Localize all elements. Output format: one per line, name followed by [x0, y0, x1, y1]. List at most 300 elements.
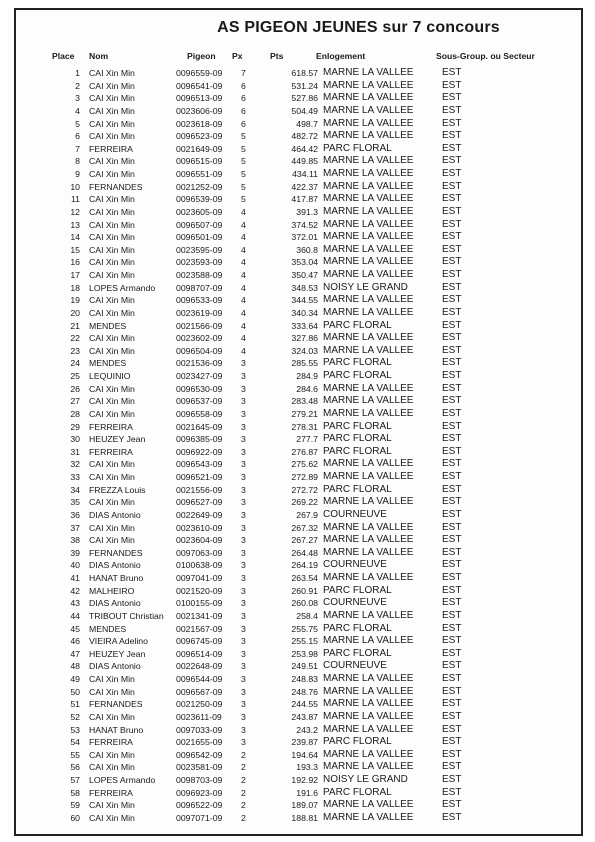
row-px: 3 — [241, 408, 246, 419]
row-enlogement: MARNE LA VALLEE — [323, 685, 414, 697]
row-pigeon: 0096922-09 — [176, 446, 223, 457]
row-nom: CAI Xin Min — [89, 812, 135, 823]
row-place: 52 — [70, 711, 80, 722]
row-enlogement: NOISY LE GRAND — [323, 281, 408, 293]
header-nom: Nom — [89, 51, 109, 61]
row-px: 2 — [241, 749, 246, 760]
row-secteur: EST — [442, 357, 462, 369]
row-pts: 283.48 — [291, 396, 318, 407]
table-row — [16, 282, 581, 295]
row-secteur: EST — [442, 382, 462, 394]
row-pigeon: 0096515-09 — [176, 156, 223, 167]
row-place: 45 — [70, 623, 80, 634]
row-place: 4 — [75, 105, 80, 116]
row-secteur: EST — [442, 508, 462, 520]
row-px: 3 — [241, 421, 246, 432]
table-row — [16, 547, 581, 560]
row-enlogement: PARC FLORAL — [323, 622, 392, 634]
row-px: 2 — [241, 775, 246, 785]
row-nom: VIEIRA Adelino — [89, 636, 148, 647]
row-nom: CAI Xin Min — [89, 206, 135, 217]
row-enlogement: COURNEUVE — [323, 508, 387, 520]
row-place: 30 — [70, 434, 80, 445]
row-secteur: EST — [442, 584, 462, 596]
row-pts: 498.7 — [296, 118, 318, 129]
row-pigeon: 0096541-09 — [176, 80, 223, 91]
row-place: 11 — [70, 194, 80, 205]
row-secteur: EST — [442, 168, 462, 179]
row-enlogement: MARNE LA VALLEE — [323, 395, 414, 407]
row-pigeon: 0023602-09 — [176, 333, 223, 344]
row-nom: CAI Xin Min — [89, 472, 135, 482]
row-place: 55 — [70, 749, 80, 760]
row-px: 3 — [241, 560, 246, 571]
row-px: 3 — [241, 623, 246, 634]
row-secteur: EST — [442, 142, 462, 154]
row-pts: 269.22 — [291, 497, 318, 508]
row-pigeon: 0100155-09 — [176, 598, 223, 609]
row-nom: CAI Xin Min — [89, 674, 135, 684]
row-secteur: EST — [442, 458, 462, 470]
row-nom: FERREIRA — [89, 143, 133, 154]
table-row — [16, 244, 581, 257]
row-px: 3 — [241, 636, 246, 647]
table-row — [16, 357, 581, 370]
row-secteur: EST — [442, 407, 462, 419]
row-enlogement: MARNE LA VALLEE — [323, 572, 414, 583]
row-nom: CAI Xin Min — [89, 80, 135, 91]
row-pts: 277.7 — [296, 434, 318, 445]
table-row — [16, 345, 581, 358]
row-secteur: EST — [442, 231, 462, 243]
row-px: 3 — [241, 522, 246, 533]
row-place: 35 — [70, 497, 80, 508]
row-px: 3 — [241, 484, 246, 495]
row-nom: FERNANDES — [89, 699, 143, 710]
row-enlogement: MARNE LA VALLEE — [323, 269, 414, 280]
row-nom: FERREIRA — [89, 787, 133, 798]
row-pts: 239.87 — [291, 737, 318, 748]
row-nom: HEUZEY Jean — [89, 434, 146, 445]
row-pigeon: 0096504-09 — [176, 345, 223, 356]
row-nom: FREZZA Louis — [89, 484, 146, 495]
row-place: 29 — [70, 421, 80, 432]
row-place: 60 — [70, 812, 80, 823]
row-secteur: EST — [442, 774, 462, 785]
row-pts: 244.55 — [291, 699, 318, 710]
row-pts: 434.11 — [292, 169, 318, 179]
row-pigeon: 0023593-09 — [176, 257, 223, 268]
row-secteur: EST — [442, 673, 462, 684]
row-pigeon: 0021655-09 — [176, 737, 223, 748]
row-nom: MENDES — [89, 623, 127, 634]
row-pts: 267.27 — [291, 535, 318, 546]
row-pts: 482.72 — [291, 131, 318, 142]
table-body — [16, 67, 581, 825]
row-secteur: EST — [442, 483, 462, 495]
row-enlogement: PARC FLORAL — [323, 370, 392, 381]
row-place: 7 — [75, 143, 80, 154]
row-nom: CAI Xin Min — [89, 459, 135, 470]
row-px: 3 — [241, 396, 246, 407]
row-nom: CAI Xin Min — [89, 68, 135, 78]
table-row — [16, 673, 581, 686]
table-row — [16, 193, 581, 206]
row-enlogement: NOISY LE GRAND — [323, 774, 408, 785]
row-px: 6 — [241, 93, 246, 104]
row-enlogement: MARNE LA VALLEE — [323, 155, 414, 167]
row-pigeon: 0021649-09 — [176, 143, 223, 154]
header-secteur: Sous-Group. ou Secteur — [436, 51, 535, 61]
row-pigeon: 0023604-09 — [176, 535, 223, 546]
row-pts: 255.75 — [291, 623, 318, 634]
row-nom: TRIBOUT Christian — [89, 610, 164, 621]
row-enlogement: MARNE LA VALLEE — [323, 344, 414, 356]
row-px: 3 — [241, 648, 246, 659]
row-px: 6 — [241, 105, 246, 116]
row-px: 2 — [241, 800, 246, 811]
row-secteur: EST — [442, 496, 462, 508]
table-row — [16, 67, 581, 80]
row-nom: CAI Xin Min — [89, 257, 135, 268]
row-pts: 527.86 — [291, 93, 318, 104]
row-nom: DIAS Antonio — [89, 661, 141, 672]
row-pigeon: 0096745-09 — [176, 636, 223, 647]
row-place: 28 — [70, 408, 80, 419]
row-px: 4 — [241, 307, 246, 318]
row-pts: 333.64 — [291, 320, 318, 331]
row-pigeon: 0023619-09 — [176, 307, 223, 318]
row-pts: 255.15 — [291, 636, 318, 647]
row-nom: CAI Xin Min — [89, 800, 135, 811]
row-pigeon: 0023606-09 — [176, 105, 223, 116]
row-secteur: EST — [442, 420, 462, 432]
row-pts: 422.37 — [291, 181, 318, 192]
row-secteur: EST — [442, 609, 462, 621]
row-pigeon: 0096559-09 — [176, 68, 223, 78]
row-nom: LOPES Armando — [89, 775, 156, 785]
row-secteur: EST — [442, 193, 462, 205]
row-nom: CAI Xin Min — [89, 270, 135, 280]
row-enlogement: MARNE LA VALLEE — [323, 546, 414, 558]
row-enlogement: MARNE LA VALLEE — [323, 104, 414, 116]
row-px: 6 — [241, 118, 246, 129]
row-pigeon: 0022648-09 — [176, 661, 223, 672]
row-enlogement: PARC FLORAL — [323, 319, 392, 331]
row-pts: 263.54 — [291, 573, 318, 583]
row-px: 3 — [241, 434, 246, 445]
row-pts: 284.9 — [296, 371, 318, 381]
table-row — [16, 774, 581, 787]
row-nom: CAI Xin Min — [89, 118, 135, 129]
row-enlogement: PARC FLORAL — [323, 142, 392, 154]
row-nom: FERREIRA — [89, 421, 133, 432]
table-row — [16, 105, 581, 118]
row-px: 3 — [241, 573, 246, 583]
row-pigeon: 0096521-09 — [176, 472, 223, 482]
row-enlogement: PARC FLORAL — [323, 433, 392, 445]
row-pigeon: 0100638-09 — [176, 560, 223, 571]
row-enlogement: MARNE LA VALLEE — [323, 407, 414, 419]
row-enlogement: MARNE LA VALLEE — [323, 799, 414, 811]
row-nom: CAI Xin Min — [89, 307, 135, 318]
row-pigeon: 0096501-09 — [176, 232, 223, 243]
row-pts: 327.86 — [291, 333, 318, 344]
row-enlogement: MARNE LA VALLEE — [323, 471, 414, 482]
row-pigeon: 0096533-09 — [176, 295, 223, 306]
row-secteur: EST — [442, 205, 462, 217]
row-nom: CAI Xin Min — [89, 396, 135, 407]
row-nom: FERREIRA — [89, 446, 133, 457]
row-secteur: EST — [442, 243, 462, 255]
row-pts: 267.32 — [291, 522, 318, 533]
table-row — [16, 294, 581, 307]
row-enlogement: MARNE LA VALLEE — [323, 496, 414, 508]
row-nom: CAI Xin Min — [89, 711, 135, 722]
row-pts: 324.03 — [291, 345, 318, 356]
row-pigeon: 0022649-09 — [176, 509, 223, 520]
row-secteur: EST — [442, 67, 462, 78]
row-secteur: EST — [442, 104, 462, 116]
row-place: 50 — [70, 686, 80, 697]
row-pigeon: 0021645-09 — [176, 421, 223, 432]
table-row — [16, 320, 581, 333]
table-row — [16, 155, 581, 168]
row-pigeon: 0096385-09 — [176, 434, 223, 445]
table-row — [16, 736, 581, 749]
row-pigeon: 0023610-09 — [176, 522, 223, 533]
row-place: 32 — [70, 459, 80, 470]
row-px: 3 — [241, 737, 246, 748]
row-enlogement: COURNEUVE — [323, 597, 387, 609]
row-pigeon: 0096551-09 — [176, 169, 223, 179]
row-place: 49 — [70, 674, 80, 684]
row-px: 3 — [241, 547, 246, 558]
row-secteur: EST — [442, 92, 462, 104]
row-pts: 278.31 — [291, 421, 318, 432]
row-enlogement: MARNE LA VALLEE — [323, 294, 414, 306]
table-row — [16, 370, 581, 383]
row-enlogement: MARNE LA VALLEE — [323, 130, 414, 142]
row-secteur: EST — [442, 521, 462, 533]
row-pts: 272.72 — [291, 484, 318, 495]
row-px: 3 — [241, 371, 246, 381]
row-secteur: EST — [442, 559, 462, 571]
header-place: Place — [52, 51, 75, 61]
row-pts: 243.87 — [291, 711, 318, 722]
row-enlogement: MARNE LA VALLEE — [323, 231, 414, 243]
row-px: 3 — [241, 497, 246, 508]
row-place: 39 — [70, 547, 80, 558]
row-px: 3 — [241, 472, 246, 482]
table-row — [16, 471, 581, 484]
row-pigeon: 0096558-09 — [176, 408, 223, 419]
row-pigeon: 0098707-09 — [176, 282, 223, 293]
row-nom: CAI Xin Min — [89, 762, 135, 773]
row-pts: 391.3 — [296, 206, 318, 217]
row-pts: 276.87 — [291, 446, 318, 457]
row-secteur: EST — [442, 269, 462, 280]
row-px: 3 — [241, 674, 246, 684]
row-enlogement: MARNE LA VALLEE — [323, 256, 414, 268]
row-secteur: EST — [442, 761, 462, 773]
row-place: 56 — [70, 762, 80, 773]
row-enlogement: MARNE LA VALLEE — [323, 635, 414, 647]
row-nom: CAI Xin Min — [89, 522, 135, 533]
row-enlogement: MARNE LA VALLEE — [323, 243, 414, 255]
row-pigeon: 0096537-09 — [176, 396, 223, 407]
row-pigeon: 0096514-09 — [176, 648, 223, 659]
row-secteur: EST — [442, 218, 462, 230]
row-pigeon: 0096523-09 — [176, 131, 223, 142]
row-secteur: EST — [442, 635, 462, 647]
table-row — [16, 484, 581, 497]
row-enlogement: PARC FLORAL — [323, 647, 392, 659]
row-secteur: EST — [442, 685, 462, 697]
table-row — [16, 585, 581, 598]
row-enlogement: PARC FLORAL — [323, 357, 392, 369]
row-place: 3 — [75, 93, 80, 104]
row-enlogement: MARNE LA VALLEE — [323, 168, 414, 179]
row-pts: 248.76 — [291, 686, 318, 697]
row-enlogement: PARC FLORAL — [323, 584, 392, 596]
row-px: 3 — [241, 598, 246, 609]
row-pigeon: 0023595-09 — [176, 244, 223, 255]
row-pigeon: 0023581-09 — [176, 762, 223, 773]
row-pts: 249.51 — [291, 661, 318, 672]
table-row — [16, 256, 581, 269]
row-enlogement: MARNE LA VALLEE — [323, 534, 414, 546]
row-pts: 193.3 — [296, 762, 318, 773]
row-pts: 248.83 — [291, 674, 318, 684]
row-pts: 264.19 — [291, 560, 318, 571]
row-secteur: EST — [442, 433, 462, 445]
row-px: 3 — [241, 699, 246, 710]
row-place: 15 — [70, 244, 80, 255]
row-secteur: EST — [442, 811, 462, 823]
row-place: 41 — [70, 573, 80, 583]
row-secteur: EST — [442, 572, 462, 583]
row-pts: 504.49 — [291, 105, 318, 116]
table-row — [16, 787, 581, 800]
row-secteur: EST — [442, 597, 462, 609]
row-enlogement: COURNEUVE — [323, 559, 387, 571]
row-enlogement: MARNE LA VALLEE — [323, 332, 414, 344]
row-pts: 258.4 — [296, 610, 318, 621]
row-pts: 279.21 — [291, 408, 318, 419]
row-enlogement: MARNE LA VALLEE — [323, 117, 414, 129]
row-pigeon: 0021250-09 — [176, 699, 223, 710]
row-pts: 264.48 — [291, 547, 318, 558]
row-enlogement: MARNE LA VALLEE — [323, 458, 414, 470]
row-secteur: EST — [442, 546, 462, 558]
row-px: 3 — [241, 358, 246, 369]
row-enlogement: MARNE LA VALLEE — [323, 698, 414, 710]
table-row — [16, 711, 581, 724]
row-secteur: EST — [442, 736, 462, 748]
row-px: 7 — [241, 68, 246, 78]
table-row — [16, 610, 581, 623]
row-pigeon: 0021566-09 — [176, 320, 223, 331]
table-row — [16, 143, 581, 156]
row-nom: FERREIRA — [89, 737, 133, 748]
row-secteur: EST — [442, 117, 462, 129]
row-place: 1 — [75, 68, 80, 78]
row-pigeon: 0023618-09 — [176, 118, 223, 129]
row-pigeon: 0096544-09 — [176, 674, 223, 684]
row-pts: 374.52 — [291, 219, 318, 230]
row-secteur: EST — [442, 332, 462, 344]
row-nom: FERNANDES — [89, 181, 143, 192]
row-place: 14 — [70, 232, 80, 243]
row-secteur: EST — [442, 344, 462, 356]
row-secteur: EST — [442, 256, 462, 268]
row-pts: 449.85 — [291, 156, 318, 167]
table-row — [16, 181, 581, 194]
row-nom: DIAS Antonio — [89, 509, 141, 520]
row-enlogement: MARNE LA VALLEE — [323, 761, 414, 773]
page-title: AS PIGEON JEUNES sur 7 concours — [217, 19, 500, 36]
row-secteur: EST — [442, 698, 462, 710]
row-place: 9 — [75, 169, 80, 179]
row-place: 53 — [70, 724, 80, 735]
row-pts: 267.9 — [296, 509, 318, 520]
table-row — [16, 572, 581, 585]
row-px: 2 — [241, 762, 246, 773]
table-row — [16, 130, 581, 143]
row-secteur: EST — [442, 799, 462, 811]
row-pigeon: 0096513-09 — [176, 93, 223, 104]
row-px: 5 — [241, 131, 246, 142]
row-pts: 360.8 — [296, 244, 318, 255]
row-secteur: EST — [442, 534, 462, 546]
row-px: 3 — [241, 446, 246, 457]
row-secteur: EST — [442, 370, 462, 381]
row-enlogement: PARC FLORAL — [323, 445, 392, 457]
row-pigeon: 0096542-09 — [176, 749, 223, 760]
row-px: 2 — [241, 787, 246, 798]
row-place: 40 — [70, 560, 80, 571]
row-place: 27 — [70, 396, 80, 407]
row-place: 13 — [70, 219, 80, 230]
row-nom: CAI Xin Min — [89, 408, 135, 419]
row-pts: 285.55 — [291, 358, 318, 369]
row-pigeon: 0098703-09 — [176, 775, 223, 785]
row-enlogement: MARNE LA VALLEE — [323, 218, 414, 230]
row-place: 17 — [70, 270, 80, 280]
table-row — [16, 496, 581, 509]
row-nom: HEUZEY Jean — [89, 648, 146, 659]
row-place: 23 — [70, 345, 80, 356]
row-px: 4 — [241, 219, 246, 230]
table-row — [16, 522, 581, 535]
row-px: 4 — [241, 206, 246, 217]
row-place: 25 — [70, 371, 80, 381]
row-pigeon: 0021341-09 — [176, 610, 223, 621]
row-place: 38 — [70, 535, 80, 546]
row-place: 24 — [70, 358, 80, 369]
table-row — [16, 92, 581, 105]
row-place: 44 — [70, 610, 80, 621]
row-enlogement: COURNEUVE — [323, 660, 387, 672]
row-nom: MENDES — [89, 358, 127, 369]
row-px: 4 — [241, 232, 246, 243]
row-nom: MALHEIRO — [89, 585, 135, 596]
row-secteur: EST — [442, 180, 462, 192]
header-px: Px — [232, 51, 243, 61]
row-place: 58 — [70, 787, 80, 798]
row-place: 6 — [75, 131, 80, 142]
